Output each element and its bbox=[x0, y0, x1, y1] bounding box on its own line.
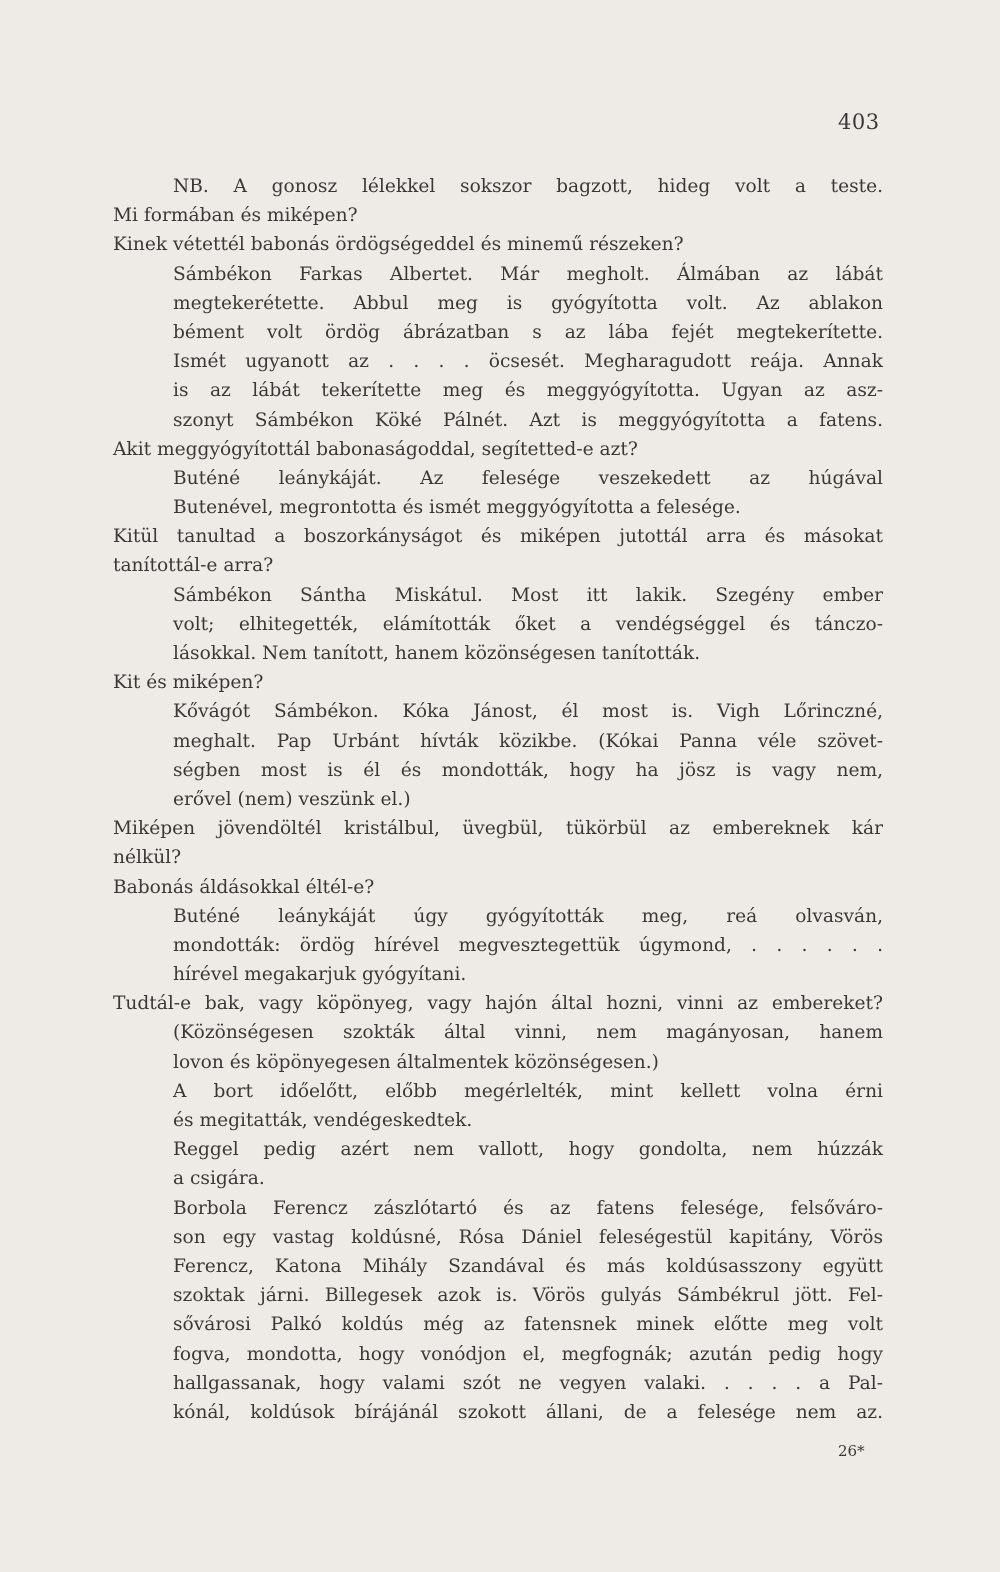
text-line: nélkül? bbox=[113, 847, 182, 869]
text-line: Sámbékon Farkas Albertet. Már megholt. Álmában az lábát bbox=[173, 263, 883, 285]
text-line: Buténé leánykáját úgy gyógyították meg, reá olvasván, bbox=[173, 905, 883, 927]
text-line: Ismét ugyanott az . . . . öcsesét. Megharagudott reája. Annak bbox=[173, 351, 883, 373]
signature-mark: 26* bbox=[838, 1442, 865, 1460]
text-line: és megitatták, vendégeskedtek. bbox=[173, 1110, 473, 1131]
text-line: A bort időelőtt, előbb megérlelték, mint kellett volna érni bbox=[173, 1080, 883, 1102]
text-line: hírével megakarjuk gyógyítani. bbox=[173, 964, 467, 986]
text-line: fogva, mondotta, hogy vonódjon el, megfognák; azután pedig hogy bbox=[173, 1343, 883, 1365]
text-line: hallgassanak, hogy valami szót ne vegyen valaki. . . . . a Pal- bbox=[173, 1372, 883, 1394]
body-text bbox=[113, 172, 883, 1427]
text-line: NB. A gonosz lélekkel sokszor bagzott, hideg volt a teste. bbox=[173, 176, 883, 197]
text-line: kónál, koldúsok bírájánál szokott állani, de a felesége nem az. bbox=[173, 1401, 883, 1423]
text-line: tanítottál-e arra? bbox=[113, 555, 274, 577]
text-line: volt; elhitegették, elámították őket a vendégséggel és tánczo- bbox=[173, 613, 883, 635]
text-line: Tudtál-e bak, vagy köpönyeg, vagy hajón által hozni, vinni az embereket? bbox=[113, 993, 883, 1015]
text-line: is az lábát tekerítette meg és meggyógyította. Ugyan az asz- bbox=[173, 380, 883, 402]
text-line: sővárosi Palkó koldús még az fatensnek minek előtte meg volt bbox=[173, 1314, 883, 1336]
text-line: Kővágót Sámbékon. Kóka Jánost, él most is. Vigh Lőrinczné, bbox=[173, 701, 883, 723]
text-line: Butenével, megrontotta és ismét meggyógyította a felesége. bbox=[173, 497, 741, 519]
text-line: mondották: ördög hírével megvesztegettük úgymond, . . . . . . bbox=[173, 934, 883, 956]
text-line: Babonás áldásokkal éltél-e? bbox=[113, 876, 375, 898]
text-line: szoktak járni. Billegesek azok is. Vörös gulyás Sámbékrul jött. Fel- bbox=[173, 1285, 883, 1307]
text-line: lásokkal. Nem tanított, hanem közönségesen tanították. bbox=[173, 643, 701, 664]
text-line: Kinek vétettél babonás ördögségeddel és minemű részeken? bbox=[113, 234, 684, 256]
text-line: Sámbékon Sántha Miskátul. Most itt lakik. Szegény ember bbox=[173, 584, 883, 606]
text-line: erővel (nem) veszünk el.) bbox=[173, 788, 411, 810]
text-line: ségben most is él és mondották, hogy ha jösz is vagy nem, bbox=[173, 759, 883, 781]
text-line: bément volt ördög ábrázatban s az lába fejét megtekerítette. bbox=[173, 321, 883, 343]
text-line: Borbola Ferencz zászlótartó és az fatens felesége, felsőváro- bbox=[173, 1197, 883, 1219]
text-line: Mi formában és miképen? bbox=[113, 205, 358, 227]
text-line: lovon és köpönyegesen általmentek közönségesen.) bbox=[173, 1051, 659, 1073]
text-line: Kit és miképen? bbox=[113, 672, 264, 694]
text-line: meghalt. Pap Urbánt hívták közikbe. (Kókai Panna véle szövet- bbox=[173, 730, 883, 752]
text-line: megtekerétette. Abbul meg is gyógyította volt. Az ablakon bbox=[173, 292, 883, 314]
text-line: Buténé leánykáját. Az felesége veszekedett az húgával bbox=[173, 467, 883, 489]
page-number: 403 bbox=[838, 110, 880, 134]
text-line: szonyt Sámbékon Köké Pálnét. Azt is meggyógyította a fatens. bbox=[173, 409, 883, 431]
text-line: (Közönségesen szokták által vinni, nem magányosan, hanem bbox=[173, 1022, 883, 1044]
text-line: Reggel pedig azért nem vallott, hogy gondolta, nem húzzák bbox=[173, 1139, 883, 1161]
text-line: Akit meggyógyítottál babonaságoddal, segítetted-e azt? bbox=[113, 438, 638, 460]
text-line: Miképen jövendöltél kristálbul, üvegbül, tükörbül az embereknek kár bbox=[113, 818, 883, 840]
text-line: a csigára. bbox=[173, 1168, 265, 1190]
text-line: son egy vastag koldúsné, Rósa Dániel feleségestül kapitány, Vörös bbox=[173, 1226, 883, 1248]
text-line: Ferencz, Katona Mihály Szandával és más koldúsasszony együtt bbox=[173, 1255, 883, 1277]
text-line: Kitül tanultad a boszorkányságot és miképen jutottál arra és másokat bbox=[113, 526, 883, 548]
